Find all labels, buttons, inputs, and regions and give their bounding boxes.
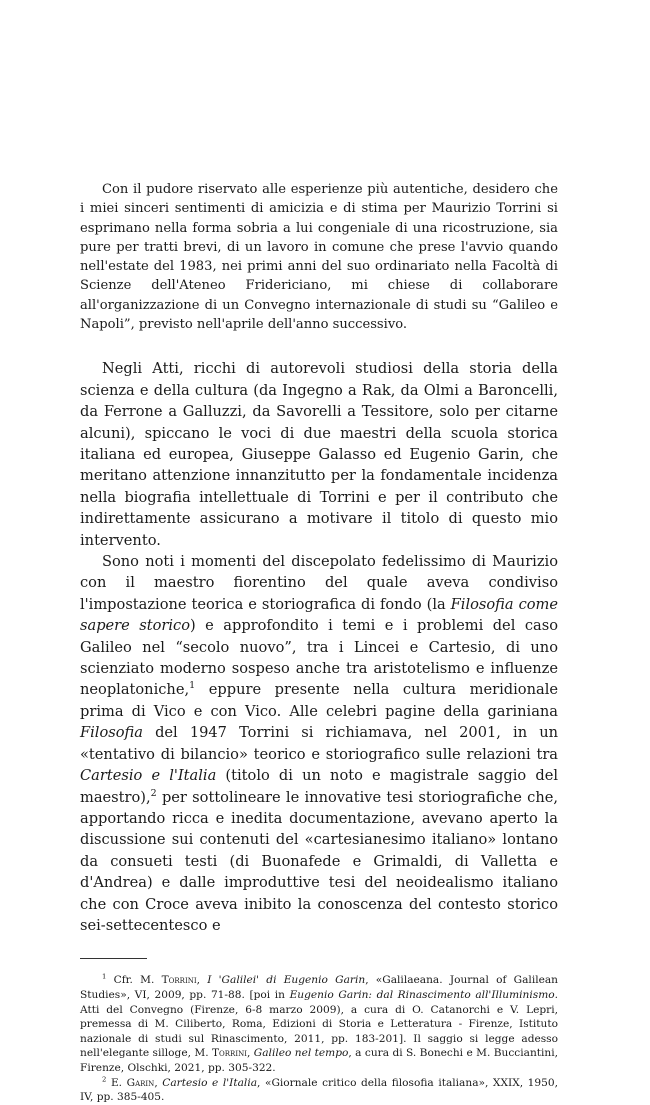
text-run: Cfr. M. [113,974,162,987]
text-run: , «Giornale critico della filosofia italiana», XXIX, 1950, IV, pp. 385-405. [80,1076,558,1104]
text-run: , a cura di S. Bonechi e M. Bucciantini, Firenze, Olschki, 2021, pp. 305-322. [80,1047,558,1074]
text-run: per sottolineare le innovative tesi storiografiche che, apportando ricca e inedita documentazione, avevano aperto la discussione sui contenuti del «cartesianesimo italiano» lontano da consueti testi (di Buonafede e Grimaldi, di Valletta e d'Andrea) e dalle improduttive tesi del neoidealismo italiano che con Croce aveva inibito la conoscenza del contesto storico sei-settecentesco e [80,788,558,934]
main-text [80,358,558,936]
text-run: , «Galilaeana. Journal of Galilean Studies», VI, 2009, pp. 71-88. [poi in [80,974,559,1001]
footnote-number: 1 [102,972,107,981]
italic-title: Filosofia [80,724,143,742]
text-run: , [196,974,208,987]
text-run: . Atti del Convegno (Firenze, 6-8 marzo 2009), a cura di O. Catanorchi e V. Lepri, premessa di M. Ciliberto, Roma, Edizioni di Storia e Letteratura - Firenze, Istituto nazionale di studi sul Rinascimento, 2011, pp. 183-201]. Il saggio si legge adesso nell'elegante silloge, M. [80,988,558,1060]
text-run: del 1947 Torrini si richiamava, nel 2001, in un «tentativo di bilancio» teorico e storiografico sulle relazioni tra [80,724,558,763]
footnote-ref-2[interactable]: 2 [150,787,157,799]
footnote-ref-1[interactable]: 1 [189,680,196,692]
intro-paragraph: Con il pudore riservato alle esperienze più autentiche, desidero che i miei sinceri sentimenti di amicizia e di stima per Maurizio Torrini si esprimano nella forma sobria a lui congeniale di una ricostruzione, sia pure per tratti brevi, di un lavoro in comune che prese l'avvio quando nell'estate del 1983, nei primi anni del suo ordinariato nella Facoltà di Scienze dell'Ateneo Fridericiano, mi chiese di collaborare all'organizzazione di un Convegno internazionale di studi su “Galileo e Napoli”, previsto nell'aprile dell'anno successivo. [80,182,558,333]
footnotes [80,973,558,1104]
intro-section [80,180,558,334]
author-name: Garin [126,1076,155,1089]
text-block [80,180,558,1105]
text-run: ) e approfondito i temi e i problemi del caso Galileo nel “secolo nuovo”, tra i Lincei e Cartesio, di uno scienziato moderno sospeso anche tra aristotelismo e influenze neoplatoniche, [80,617,558,699]
italic-title: Galileo nel tempo [253,1047,349,1060]
text-run: , [154,1076,163,1089]
text-run: eppure presente nella cultura meridionale prima di Vico e con Vico. Alle celebri pagine della gariniana [80,681,558,720]
italic-title: Cartesio e l'Italia [162,1076,258,1089]
footnote-number: 2 [102,1074,107,1083]
author-name: Torrini [211,1047,247,1060]
text-run: , [247,1047,254,1060]
text-run: (titolo di un noto e magistrale saggio del maestro), [80,767,558,806]
italic-title: Eugenio Garin: dal Rinascimento all'Illuminismo [289,988,555,1001]
body-paragraph-1: Negli Atti, ricchi di autorevoli studiosi della storia della scienza e della cultura (da Ingegno a Rak, da Olmi a Baroncelli, da Ferrone a Galluzzi, da Savorelli a Tessitore, solo per citarne alcuni), spiccano le voci di due maestri della scuola storica italiana ed europea, Giuseppe Galasso ed Eugenio Garin, che meritano attenzione innanzitutto per la fondamentale incidenza nella biografia intellettuale di Torrini e per il contributo che indirettamente assicurano a motivare il titolo di questo mio intervento. [80,360,558,549]
author-name: Torrini [161,974,197,987]
italic-title: Filosofia come sapere storico [80,595,559,635]
footnote-1 [80,973,558,1075]
footnote-separator [80,958,147,959]
italic-title: Cartesio e l'Italia [80,767,217,785]
italic-title: I 'Galilei' di Eugenio Garin [207,974,366,987]
footnote-2 [80,1076,558,1105]
body-paragraph-2 [80,551,558,936]
text-run: Sono noti i momenti del discepolato fedelissimo di Maurizio con il maestro fiorentino del quale aveva condiviso l'impostazione teorica e storiografica di fondo (la [80,553,558,613]
text-run: E. [110,1076,127,1089]
